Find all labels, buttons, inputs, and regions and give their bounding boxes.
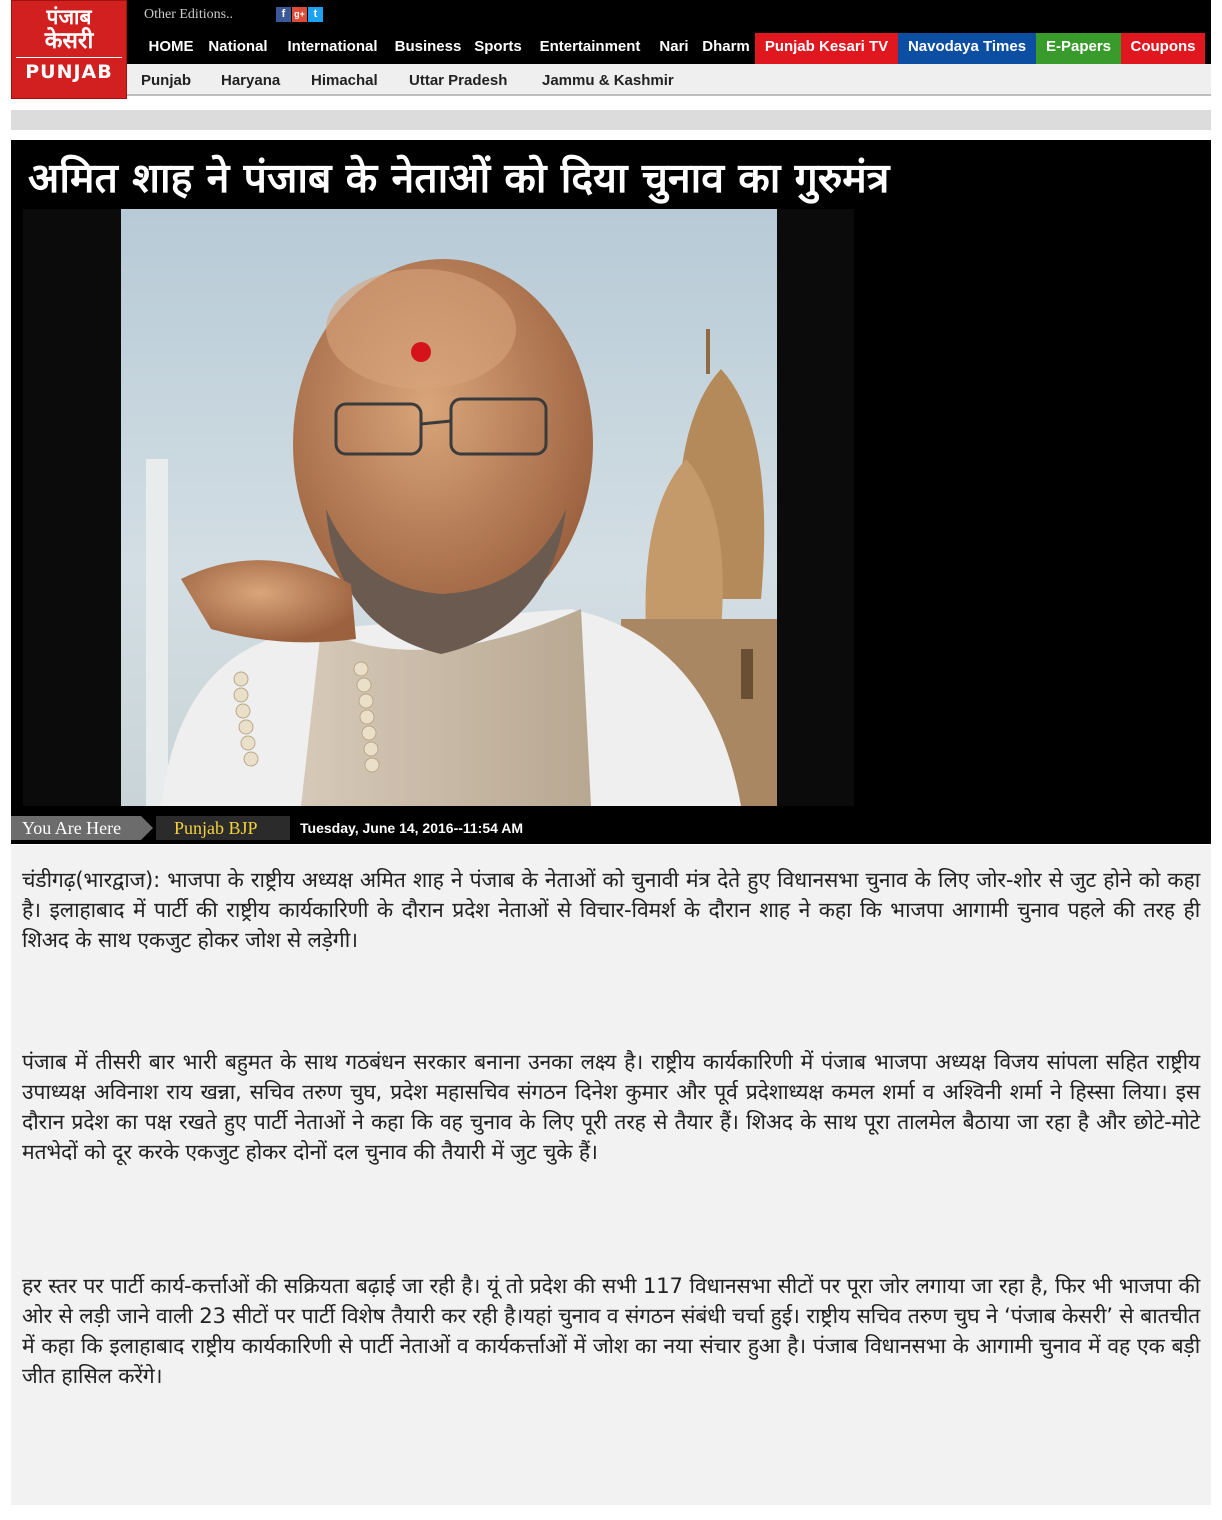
nav-item-business[interactable]: Business (394, 38, 462, 55)
logo-line-3: PUNJAB (16, 57, 122, 84)
article-dateline: Tuesday, June 14, 2016--11:54 AM (300, 820, 524, 836)
twitter-icon[interactable]: t (308, 7, 323, 22)
photo-panel (23, 209, 854, 806)
breadcrumb-arrow-icon (141, 816, 153, 840)
subnav-item-jammu-kashmir[interactable]: Jammu & Kashmir (542, 72, 674, 89)
nav-item-national[interactable]: National (208, 38, 268, 55)
article-paragraph-1: चंडीगढ़(भारद्वाज): भाजपा के राष्ट्रीय अध्यक्ष अमित शाह ने पंजाब के नेताओं को चुनावी मंत्र देते हुए विधानसभा चुनाव के लिए जोर-शोर से जुट होने को कहा है। इलाहाबाद में पार्टी की राष्ट्रीय कार्यकारिणी के दौरान प्रदेश नेताओं से विचार-विमर्श के दौरान शाह ने कहा कि भाजपा आगामी चुनाव पहले की तरह ही शिअद के साथ एकजुट होकर जोश से लड़ेगी। (22, 867, 1200, 952)
breadcrumb (11, 816, 1211, 842)
subnav-item-punjab[interactable]: Punjab (141, 72, 192, 89)
facebook-icon[interactable]: f (276, 7, 291, 22)
nav-item-punjab-kesari-tv[interactable]: Punjab Kesari TV (755, 33, 898, 64)
photo-of-amit-shah (121, 209, 777, 806)
nav-item-entertainment[interactable]: Entertainment (539, 38, 641, 55)
logo-line-2: केसरी (44, 28, 94, 54)
top-bar (127, 0, 1211, 33)
subnav-item-himachal[interactable]: Himachal (311, 72, 378, 89)
nav-item-dharm[interactable]: Dharm (702, 38, 750, 55)
article-body (11, 845, 1211, 1505)
article-photo (121, 209, 777, 806)
site-logo[interactable] (11, 0, 127, 99)
nav-item-e-papers[interactable]: E-Papers (1036, 33, 1121, 64)
main-nav (127, 33, 1211, 64)
logo-line-1: पंजाब (46, 5, 92, 29)
article-paragraph-2: पंजाब में तीसरी बार भारी बहुमत के साथ गठबंधन सरकार बनाना उनका लक्ष्य है। राष्ट्रीय कार्यकारिणी में पंजाब भाजपा अध्यक्ष विजय सांपला सहित राष्ट्रीय उपाध्यक्ष अविनाश राय खन्ना, सचिव तरुण चुघ, प्रदेश महासचिव संगठन दिनेश कुमार और पूर्व प्रदेशाध्यक्ष कमल शर्मा व अश्विनी शर्मा ने हिस्सा लिया। इस दौरान प्रदेश का पक्ष रखते हुए पार्टी नेताओं ने कहा कि वह चुनाव के लिए पूरी तरह से तैयार हैं। शिअद के साथ पूरा तालमेल बैठाया जा रहा है और छोटे-मोटे मतभेदों को दूर करके एकजुट होकर दोनों दल चुनाव की तैयारी में जुट चुके हैं। (22, 1049, 1200, 1164)
google-plus-icon[interactable]: g+ (292, 7, 307, 22)
nav-item-international[interactable]: International (287, 38, 378, 55)
article-header (11, 140, 1211, 844)
nav-item-nari[interactable]: Nari (659, 38, 689, 55)
other-editions-link[interactable]: Other Editions.. (144, 7, 234, 22)
article-paragraph-3: हर स्तर पर पार्टी कार्य-कर्त्ताओं की सक्रियता बढ़ाई जा रही है। यूं तो प्रदेश की सभी 117 विधानसभा सीटों पर पूरा जोर लगाया जा रहा है, फिर भी भाजपा की ओर से लड़ी जाने वाली 23 सीटों पर पार्टी विशेष तैयारी कर रही है।यहां चुनाव व संगठन संबंधी चर्चा हुई। राष्ट्रीय सचिव तरुण चुघ ने ‘पंजाब केसरी’ से बातचीत में कहा कि इलाहाबाद राष्ट्रीय कार्यकारिणी से पार्टी नेताओं व कार्यकर्त्ताओं में जोश का नया संचार हुआ है। पंजाब विधानसभा के आगामी चुनाव में वह एक बड़ी जीत हासिल करेंगे। (22, 1273, 1200, 1388)
breadcrumb-section-link[interactable]: Punjab BJP (156, 816, 290, 840)
subnav-item-uttar-pradesh[interactable]: Uttar Pradesh (409, 72, 508, 89)
nav-item-sports[interactable]: Sports (474, 38, 522, 55)
sub-nav (127, 64, 1211, 96)
header-divider-strip (11, 110, 1211, 130)
article-headline: अमित शाह ने पंजाब के नेताओं को दिया चुनाव का गुरुमंत्र (28, 154, 890, 202)
subnav-item-haryana[interactable]: Haryana (221, 72, 281, 89)
nav-item-coupons[interactable]: Coupons (1121, 33, 1205, 64)
social-links (276, 7, 324, 22)
breadcrumb-label: You Are Here (11, 816, 141, 840)
site-header (11, 0, 1211, 99)
nav-item-navodaya-times[interactable]: Navodaya Times (898, 33, 1036, 64)
nav-item-home[interactable]: HOME (148, 38, 194, 55)
